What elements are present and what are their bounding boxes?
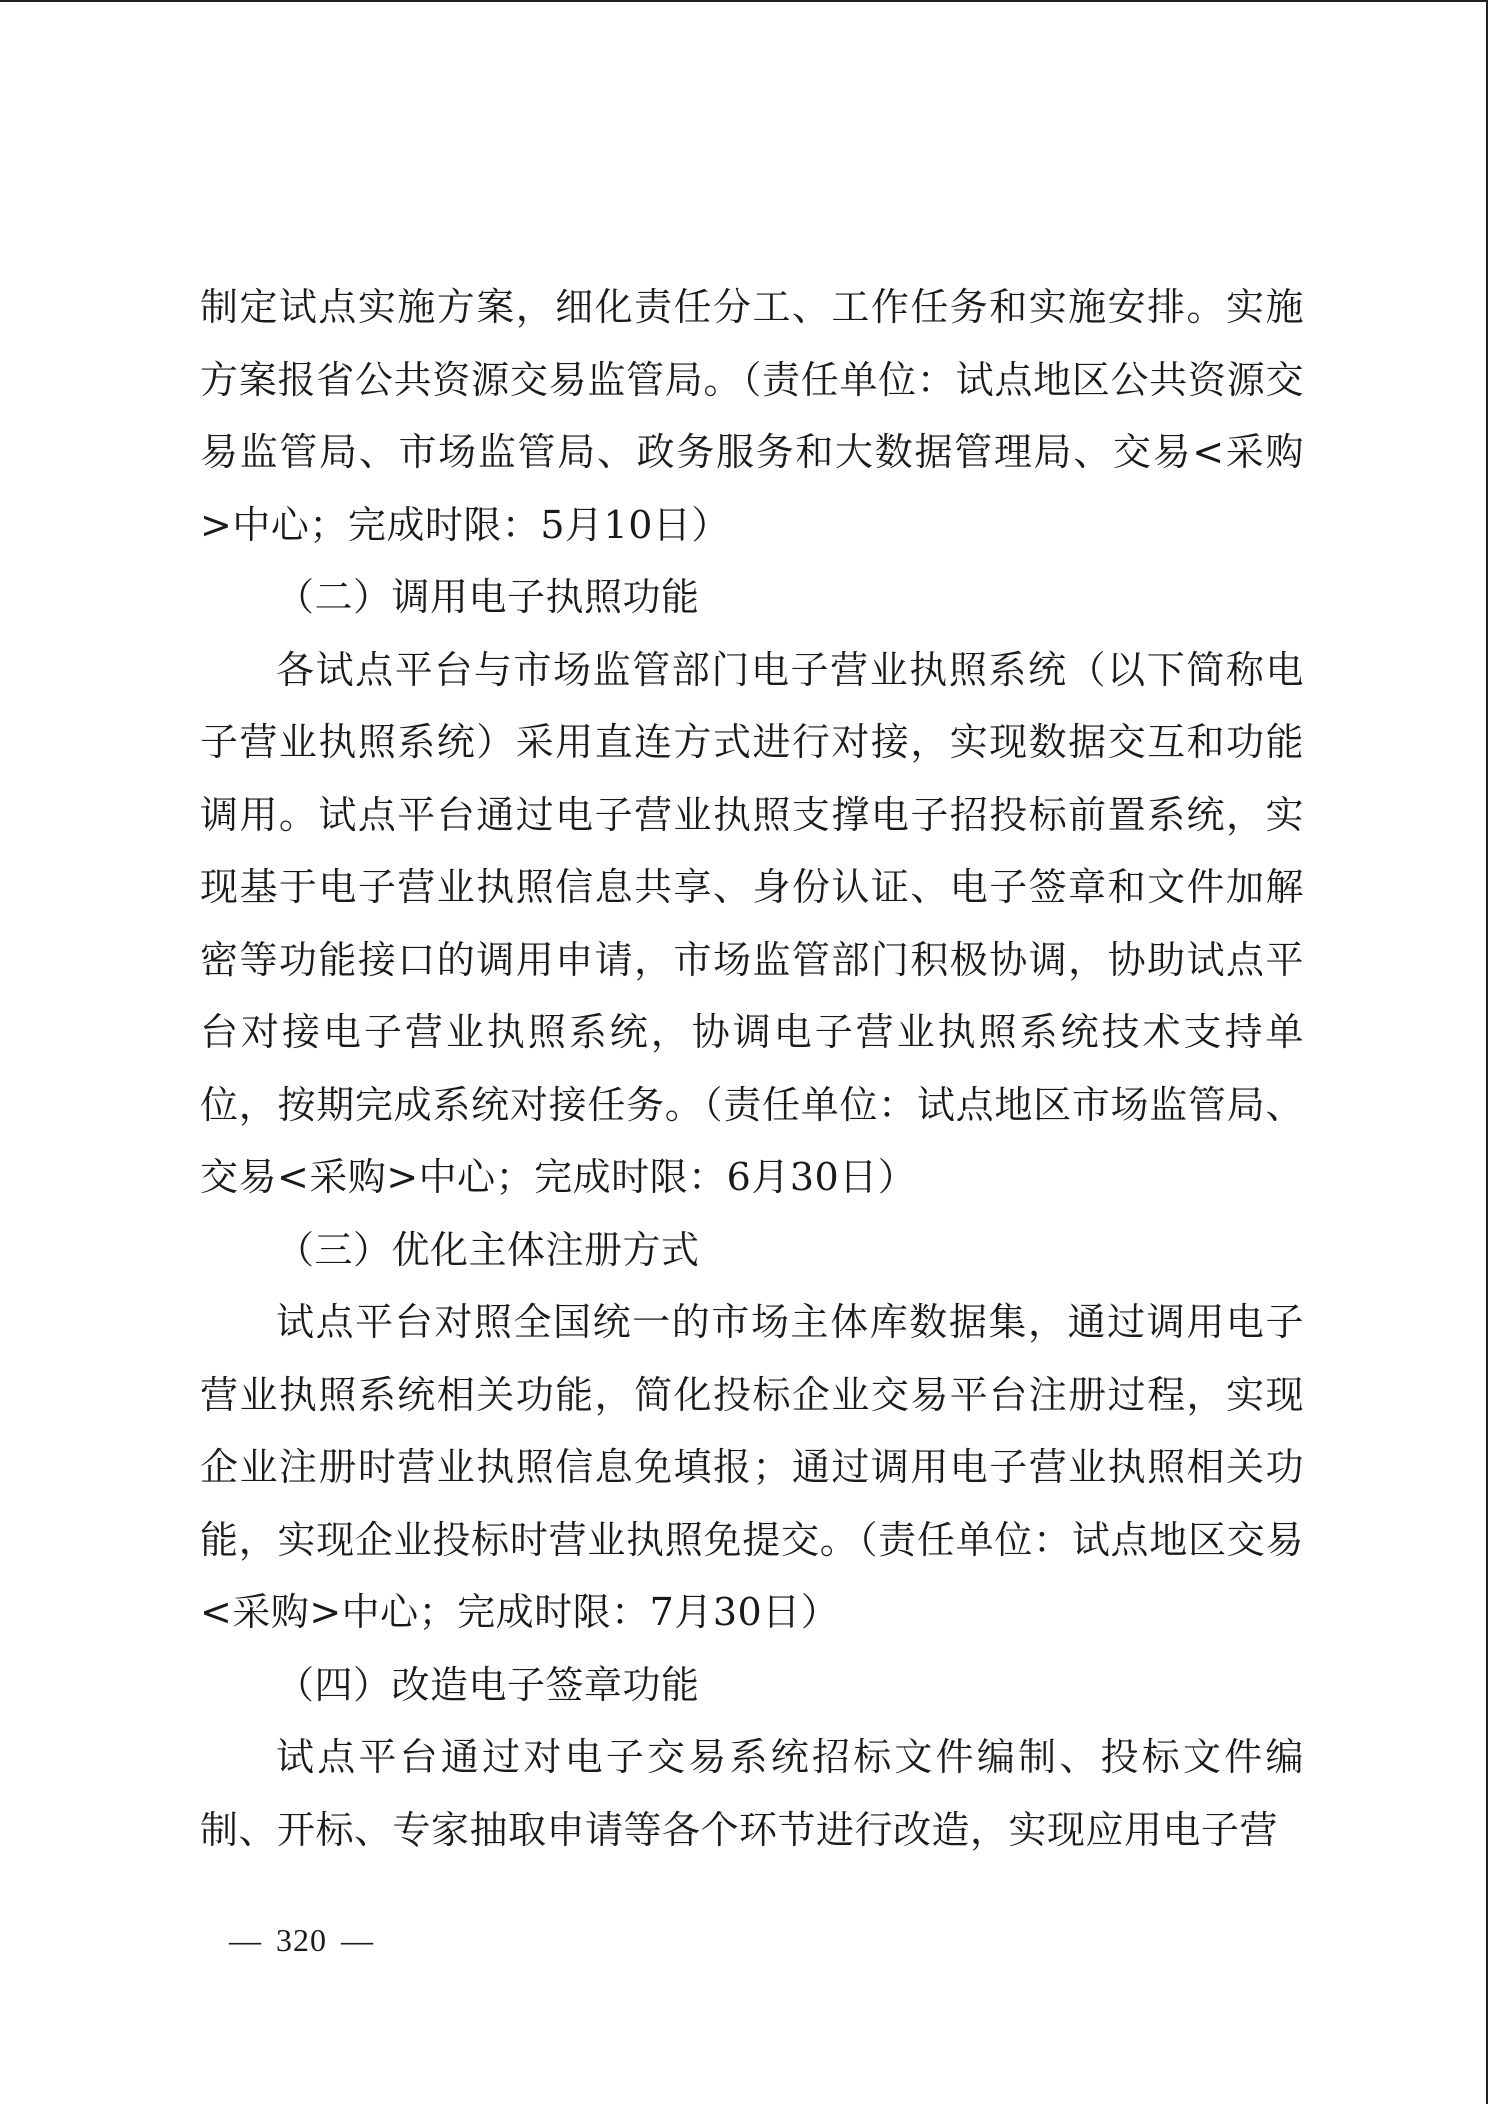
page-footer <box>215 1922 388 1959</box>
section-heading-2: （二）调用电子执照功能 <box>276 575 700 619</box>
paragraph-continuation: 制定试点实施方案，细化责任分工、工作任务和实施安排。实施方案报省公共资源交易监管局。（责任单位：试点地区公共资源交易监管局、市场监管局、政务服务和大数据管理局、交易<采购>中心；完成时限：5月10日） <box>200 285 1304 547</box>
footer-dash-left: — <box>229 1922 262 1958</box>
paragraph-electronic-license: 各试点平台与市场监管部门电子营业执照系统（以下简称电子营业执照系统）采用直连方式进行对接，实现数据交互和功能调用。试点平台通过电子营业执照支撑电子招投标前置系统，实现基于电子营业执照信息共享、身份认证、电子签章和文件加解密等功能接口的调用申请，市场监管部门积极协调，协助试点平台对接电子营业执照系统，协调电子营业执照系统技术支持单位，按期完成系统对接任务。（责任单位：试点地区市场监管局、交易<采购>中心；完成时限：6月30日） <box>200 647 1304 1199</box>
section-heading-4: （四）改造电子签章功能 <box>276 1662 700 1707</box>
footer-dash-right: — <box>341 1922 374 1958</box>
document-body <box>200 271 1304 1866</box>
section-heading-3: （三）优化主体注册方式 <box>276 1227 700 1272</box>
paragraph-e-signature: 试点平台通过对电子交易系统招标文件编制、投标文件编制、开标、专家抽取申请等各个环节进行改造，实现应用电子营 <box>200 1735 1304 1852</box>
page-number: 320 <box>276 1922 327 1958</box>
paragraph-registration: 试点平台对照全国统一的市场主体库数据集，通过调用电子营业执照系统相关功能，简化投标企业交易平台注册过程，实现企业注册时营业执照信息免填报；通过调用电子营业执照相关功能，实现企业投标时营业执照免提交。（责任单位：试点地区交易<采购>中心；完成时限：7月30日） <box>200 1300 1304 1634</box>
